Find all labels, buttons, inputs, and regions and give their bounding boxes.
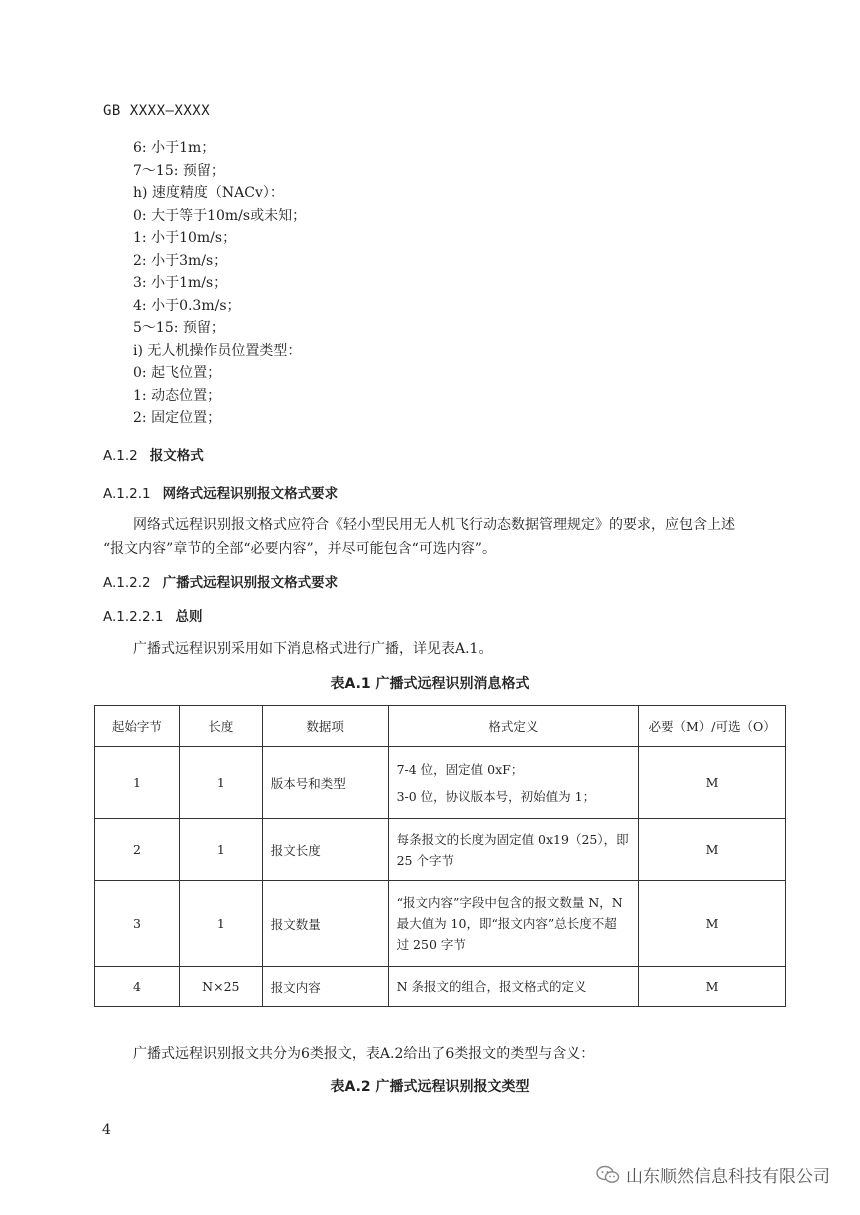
list-item: 7～15: 预留； <box>133 162 225 179</box>
watermark <box>596 1162 830 1187</box>
cell-start-byte: 1 <box>95 747 180 819</box>
section-number: A.1.2.1 <box>103 486 151 502</box>
wechat-icon <box>596 1165 620 1185</box>
list-item: i) 无人机操作员位置类型： <box>133 342 302 359</box>
cell-length: 1 <box>179 819 262 881</box>
cell-length: N×25 <box>179 967 262 1007</box>
table-caption: 表A.1 广播式远程识别消息格式 <box>330 676 530 692</box>
cell-required: M <box>639 881 786 967</box>
section-heading-a1221 <box>103 605 203 625</box>
table-row <box>95 967 786 1007</box>
table-caption: 表A.2 广播式远程识别报文类型 <box>330 1079 530 1095</box>
section-heading-a121 <box>103 482 338 502</box>
cell-start-byte: 4 <box>95 967 180 1007</box>
definition-line: 每条报文的长度为固定值 0x19（25），即 <box>396 831 629 847</box>
paragraph-line: 网络式远程识别报文格式应符合《轻小型民用无人机飞行动态数据管理规定》的要求，应包含上述 <box>133 517 735 533</box>
cell-length: 1 <box>179 747 262 819</box>
cell-item: 报文长度 <box>262 819 388 881</box>
document-header: GB XXXX—XXXX <box>103 103 211 119</box>
list-item: 0: 起飞位置； <box>133 365 222 381</box>
section-title: 总则 <box>175 609 203 625</box>
definition-line: 7-4 位，固定值 0xF； <box>396 761 524 777</box>
list-item: 6: 小于1m； <box>133 140 216 156</box>
cell-start-byte: 3 <box>95 881 180 967</box>
list-item: 5～15: 预留； <box>133 320 225 336</box>
definition-line: 3-0 位，协议版本号，初始值为 1； <box>396 788 596 804</box>
list-item: 2: 固定位置； <box>133 410 222 426</box>
table-row <box>95 881 786 967</box>
section-number: A.1.2.2 <box>103 575 151 591</box>
paragraph-line: “报文内容”章节的全部“必要内容”，并尽可能包含“可选内容”。 <box>103 541 496 557</box>
paragraph: 广播式远程识别报文共分为6类报文，表A.2给出了6类报文的类型与含义： <box>133 1046 595 1062</box>
enum-list <box>133 137 306 430</box>
section-number: A.1.2.2.1 <box>103 609 164 625</box>
cell-required: M <box>639 819 786 881</box>
cell-definition <box>388 819 639 881</box>
section-heading-a12 <box>103 444 204 464</box>
list-item: 2: 小于3m/s； <box>133 252 228 269</box>
definition-line: “报文内容”字段中包含的报文数量 N，N <box>396 895 623 910</box>
paragraph: 广播式远程识别采用如下消息格式进行广播，详见表A.1。 <box>133 641 493 657</box>
list-item: 0: 大于等于10m/s或未知； <box>133 207 307 224</box>
definition-line: 25 个字节 <box>396 852 454 868</box>
cell-required: M <box>639 967 786 1007</box>
cell-length: 1 <box>179 881 262 967</box>
list-item: 1: 动态位置； <box>133 387 222 404</box>
list-item: 4: 小于0.3m/s； <box>133 297 241 314</box>
page-number: 4 <box>102 1122 111 1138</box>
column-header: 必要（M）/可选（O） <box>639 706 786 747</box>
cell-item: 报文内容 <box>262 967 388 1007</box>
list-item: 3: 小于1m/s； <box>133 275 228 291</box>
cell-definition <box>388 881 639 967</box>
cell-required: M <box>639 747 786 819</box>
message-format-table <box>94 705 786 1007</box>
watermark-text: 山东顺然信息科技有限公司 <box>626 1167 830 1187</box>
definition-line: 最大值为 10，即“报文内容”总长度不超 <box>396 916 617 931</box>
table-header-row <box>95 706 786 747</box>
column-header: 起始字节 <box>95 706 180 747</box>
column-header: 数据项 <box>262 706 388 747</box>
table-row <box>95 747 786 819</box>
cell-definition <box>388 747 639 819</box>
section-title: 广播式远程识别报文格式要求 <box>162 575 339 591</box>
table-row <box>95 819 786 881</box>
cell-definition <box>388 967 639 1007</box>
cell-item: 报文数量 <box>262 881 388 967</box>
cell-item: 版本号和类型 <box>262 747 388 819</box>
section-number: A.1.2 <box>103 448 138 464</box>
section-title: 网络式远程识别报文格式要求 <box>162 486 339 502</box>
list-item: h) 速度精度（NACv）： <box>133 185 284 201</box>
column-header: 长度 <box>179 706 262 747</box>
section-heading-a122 <box>103 571 338 591</box>
column-header: 格式定义 <box>388 706 639 747</box>
cell-start-byte: 2 <box>95 819 180 881</box>
section-title: 报文格式 <box>149 448 204 464</box>
definition-line: 过 250 字节 <box>396 937 466 952</box>
list-item: 1: 小于10m/s； <box>133 230 237 246</box>
definition-line: N 条报文的组合，报文格式的定义 <box>396 979 587 994</box>
